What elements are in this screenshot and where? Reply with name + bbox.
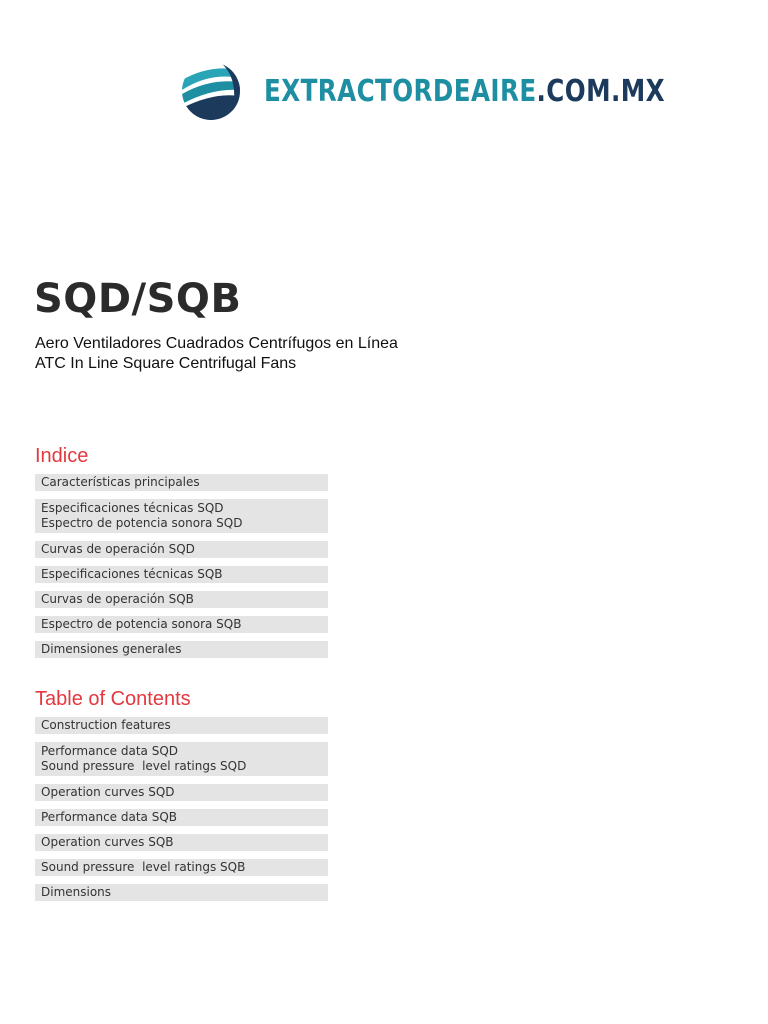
toc-list: [35, 717, 328, 901]
list-item[interactable]: Performance data SQB: [35, 809, 328, 826]
brand-wordmark: [264, 74, 665, 109]
page-title: SQD/SQB: [34, 276, 242, 322]
toc-section: [35, 688, 328, 909]
list-item[interactable]: Especificaciones técnicas SQB: [35, 566, 328, 583]
subtitle-block: [35, 334, 398, 374]
list-item[interactable]: Especificaciones técnicas SQD Espectro de potencia sonora SQD: [35, 499, 328, 533]
toc-heading: Table of Contents: [35, 688, 191, 710]
indice-section: [35, 445, 328, 666]
list-item[interactable]: Performance data SQD Sound pressure level ratings SQD: [35, 742, 328, 776]
list-item[interactable]: Dimensiones generales: [35, 641, 328, 658]
swirl-globe-icon: [180, 60, 242, 122]
list-item[interactable]: Curvas de operación SQD: [35, 541, 328, 558]
list-item[interactable]: Espectro de potencia sonora SQB: [35, 616, 328, 633]
list-item[interactable]: Características principales: [35, 474, 328, 491]
subtitle-english: ATC In Line Square Centrifugal Fans: [35, 355, 297, 372]
subtitle-spanish: Aero Ventiladores Cuadrados Centrífugos en Línea: [35, 335, 398, 352]
indice-heading: Indice: [35, 445, 89, 467]
list-item[interactable]: Sound pressure level ratings SQB: [35, 859, 328, 876]
list-item[interactable]: Operation curves SQD: [35, 784, 328, 801]
indice-list: [35, 474, 328, 658]
brand-tld: .COM.MX: [536, 73, 665, 109]
list-item[interactable]: Operation curves SQB: [35, 834, 328, 851]
brand-logo: [180, 60, 753, 122]
list-item[interactable]: Construction features: [35, 717, 328, 734]
list-item[interactable]: Curvas de operación SQB: [35, 591, 328, 608]
brand-main: EXTRACTORDEAIRE: [264, 73, 537, 109]
list-item[interactable]: Dimensions: [35, 884, 328, 901]
